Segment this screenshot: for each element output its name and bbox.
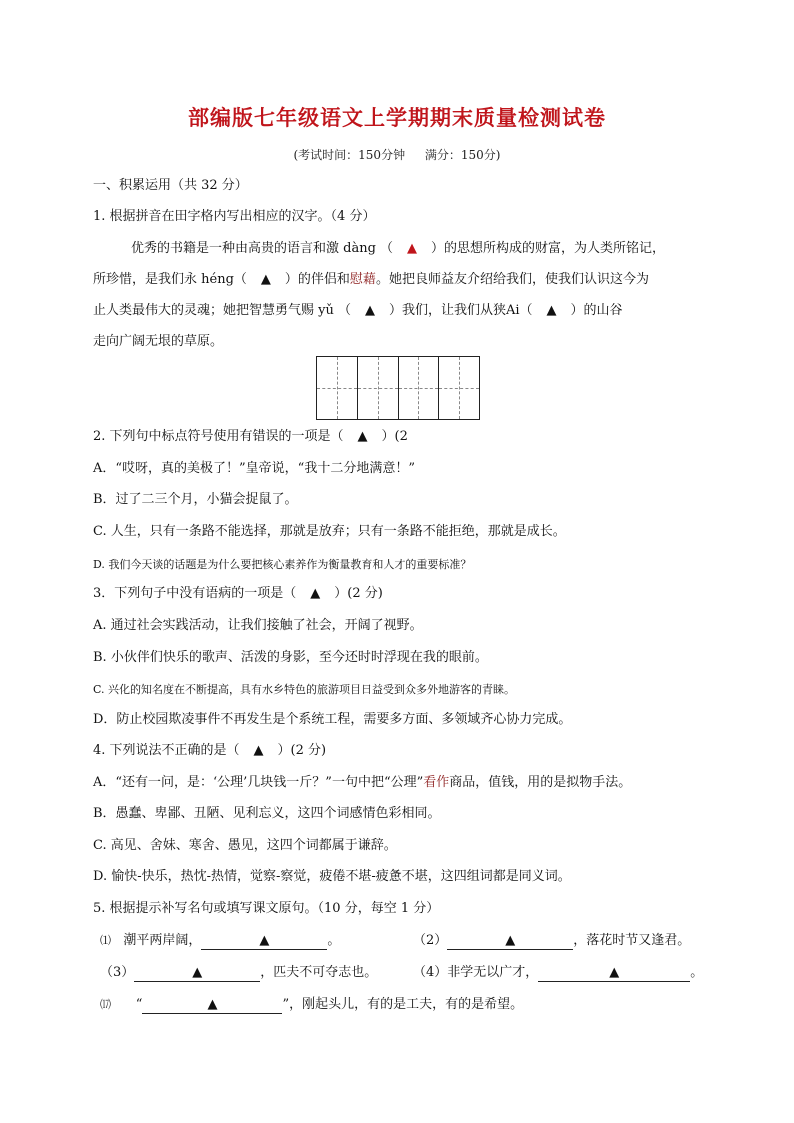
q4-option-a: A．“还有一问，是：‘公理’几块钱一斤？”一句中把“公理”看作商品，值钱，用的是拟物手法。 [93, 775, 632, 790]
answer-marker-icon: ▲ [310, 586, 321, 601]
q2-option-c: C. 人生，只有一条路不能选择，那就是放弃；只有一条路不能拒绝，那就是成长。 [93, 524, 566, 539]
q5-item-2: （2） ▲ ，落花时节又逢君。 [413, 933, 691, 948]
q1-passage-line-1: 优秀的书籍是一种由高贵的语言和激 dàng （ ▲ ）的思想所构成的财富，为人类所铭记， [131, 241, 666, 256]
q3-option-a: A. 通过社会实践活动，让我们接触了社会，开阔了视野。 [93, 618, 423, 633]
q1-passage-line-4: 走向广阔无垠的草原。 [93, 334, 224, 349]
grid-cell[interactable] [317, 357, 358, 419]
q2-stem: 2. 下列句中标点符号使用有错误的一项是（ ▲ ）(2 [93, 429, 408, 444]
page-title: 部编版七年级语文上学期期末质量检测试卷 [188, 105, 606, 130]
answer-marker-icon: ▲ [407, 241, 418, 256]
grid-cell[interactable] [399, 357, 440, 419]
fill-blank[interactable] [142, 997, 282, 1014]
q4-stem: 4. 下列说法不正确的是（ ▲ ）(2 分) [93, 743, 327, 758]
grid-cell[interactable] [358, 357, 399, 419]
answer-marker-icon: ▲ [609, 965, 620, 980]
q1-passage-line-2: 所珍惜，是我们永 héng（ ▲ ）的伴侣和慰藉。她把良师益友介绍给我们，使我们认识这今为 [93, 272, 649, 287]
fill-blank[interactable] [201, 933, 327, 950]
q2-option-d: D. 我们今天谈的话题是为什么要把核心素养作为衡量教育和人才的重要标准？ [93, 558, 472, 571]
q2-option-b: B．过了二三个月，小猫会捉鼠了。 [93, 492, 298, 507]
q3-option-d: D．防止校园欺凌事件不再发生是个系统工程，需要多方面、多领域齐心协力完成。 [93, 712, 572, 727]
answer-marker-icon: ▲ [364, 303, 375, 318]
q5-item-1: ⑴ 潮平两岸阔， ▲ 。 [100, 933, 341, 948]
fill-blank[interactable] [134, 965, 260, 982]
answer-marker-icon: ▲ [259, 933, 270, 948]
answer-marker-icon: ▲ [260, 272, 271, 287]
q2-option-a: A．“哎呀，真的美极了！”皇帝说，“我十二分地满意！” [93, 461, 415, 476]
fill-blank[interactable] [447, 933, 573, 950]
answer-marker-icon: ▲ [207, 997, 218, 1012]
tianzige-grid[interactable] [316, 356, 480, 420]
section-heading: 一、积累运用（共 32 分） [93, 178, 248, 193]
q1-passage-line-3: 止人类最伟大的灵魂；她把智慧勇气赐 yǔ （ ▲ ）我们，让我们从狭Ai（ ▲ ）的山谷 [93, 303, 623, 318]
q5-item-4: （4）非学无以广才， ▲ 。 [413, 965, 704, 980]
answer-marker-icon: ▲ [253, 743, 264, 758]
q3-stem: 3．下列句子中没有语病的一项是（ ▲ ）(2 分) [93, 586, 383, 601]
q1-stem: 1. 根据拼音在田字格内写出相应的汉字。（4 分） [93, 209, 376, 224]
grid-cell[interactable] [439, 357, 479, 419]
exam-score: 满分：150分) [424, 148, 501, 162]
q5-item-5: ⒄ “ ▲ ”，刚起头儿，有的是工夫，有的是希望。 [100, 997, 524, 1012]
answer-marker-icon: ▲ [505, 933, 516, 948]
q3-option-b: B. 小伙伴们快乐的歌声、活泼的身影，至今还时时浮现在我的眼前。 [93, 650, 488, 665]
q3-option-c: C. 兴化的知名度在不断提高，具有水乡特色的旅游项目日益受到众多外地游客的青睐。 [93, 683, 516, 696]
q4-option-d: D. 愉快-快乐，热忱-热情，觉察-察觉，疲倦不堪-疲惫不堪，这四组词都是同义词。 [93, 869, 571, 884]
exam-time: (考试时间：150分钟 [293, 148, 406, 162]
answer-marker-icon: ▲ [546, 303, 557, 318]
q5-item-3: （3） ▲ ，匹夫不可夺志也。 [100, 965, 378, 980]
answer-marker-icon: ▲ [357, 429, 368, 444]
exam-info [0, 146, 794, 163]
fill-blank[interactable] [538, 965, 690, 982]
answer-marker-icon: ▲ [192, 965, 203, 980]
q5-stem: 5. 根据提示补写名句或填写课文原句。（10 分，每空 1 分） [93, 901, 440, 916]
q4-option-b: B．愚蠢、卑鄙、丑陋、见利忘义，这四个词感情色彩相同。 [93, 806, 441, 821]
q4-option-c: C. 高见、舍妹、寒舍、愚见，这四个词都属于谦辞。 [93, 838, 397, 853]
